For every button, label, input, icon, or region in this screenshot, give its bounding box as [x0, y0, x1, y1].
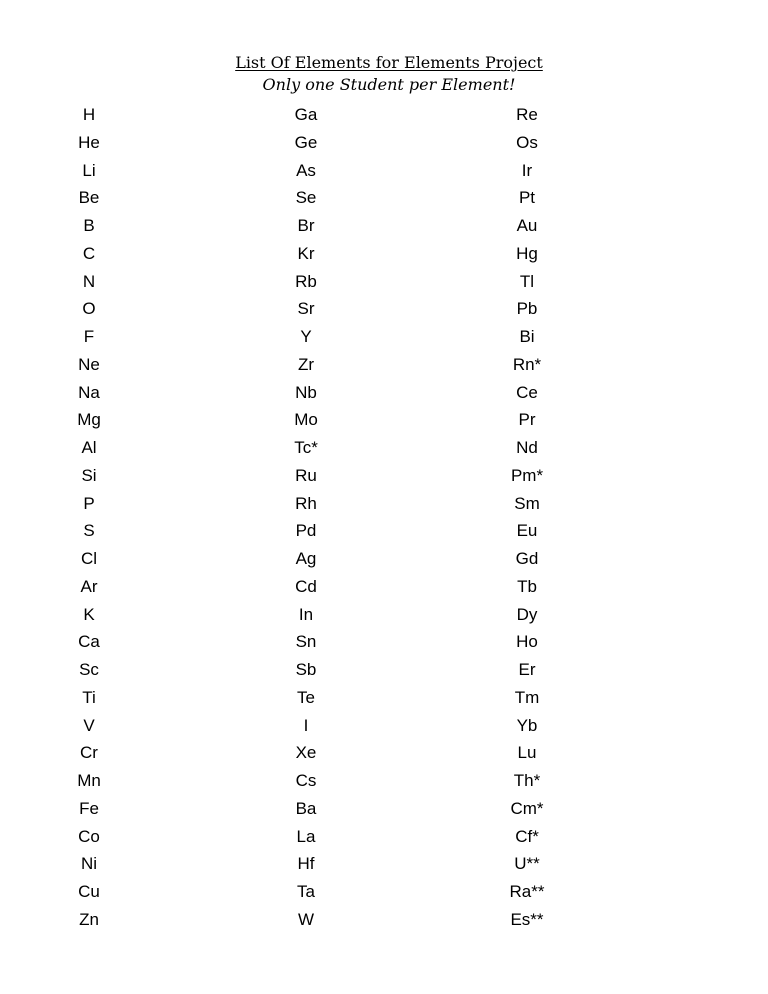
element-symbol: Cd [295, 576, 317, 596]
element-symbol: Ta [297, 882, 315, 901]
element-symbol: Li [82, 160, 96, 180]
element-symbol: Tl [519, 271, 535, 291]
element-symbol: Es** [510, 909, 544, 929]
element-symbol: Re [516, 105, 538, 124]
element-symbol: Fe [79, 798, 99, 818]
element-symbol: Nd [516, 438, 538, 457]
element-symbol: U** [514, 854, 540, 874]
element-symbol: Kr [297, 243, 315, 263]
element-symbol: Mg [77, 410, 101, 430]
element-symbol: Yb [516, 715, 538, 735]
element-symbol: Ti [82, 687, 96, 707]
element-symbol: He [78, 132, 100, 152]
element-symbol: In [298, 604, 314, 624]
element-symbol: Ba [295, 798, 317, 818]
element-symbol: B [83, 216, 95, 235]
element-symbol: Zr [297, 354, 315, 374]
element-column-2 [246, 101, 366, 934]
element-symbol: Cl [80, 549, 98, 568]
element-symbol: Bi [519, 327, 535, 346]
page-header [0, 52, 768, 96]
element-symbol: Tc* [294, 438, 318, 457]
element-symbol: F [83, 327, 95, 346]
element-symbol: Rb [295, 271, 317, 291]
element-symbol: Pb [516, 299, 538, 319]
element-symbol: Er [518, 660, 536, 679]
element-symbol: Dy [516, 604, 538, 624]
element-symbol: Rh [295, 493, 317, 513]
element-symbol: Ir [521, 160, 533, 180]
element-symbol: Tb [517, 576, 537, 596]
element-symbol: Sm [514, 493, 540, 513]
element-symbol: Au [516, 216, 538, 235]
element-symbol: S [83, 521, 95, 541]
element-symbol: Cr [80, 743, 98, 763]
element-symbol: Ga [294, 105, 318, 124]
element-symbol: Y [300, 327, 312, 346]
element-symbol: Nb [295, 382, 317, 402]
element-symbol: Os [516, 132, 538, 152]
element-symbol: Ca [78, 632, 100, 652]
element-symbol: Na [78, 382, 100, 402]
element-symbol: Mo [294, 410, 318, 430]
element-symbol: Hf [297, 854, 315, 874]
element-symbol: Sc [79, 660, 99, 679]
element-symbol: Lu [517, 743, 537, 763]
element-symbol: Ne [78, 354, 100, 374]
element-symbol: Gd [515, 549, 539, 568]
element-symbol: I [303, 715, 309, 735]
element-symbol: Eu [516, 521, 538, 541]
element-column-3 [467, 101, 587, 934]
element-symbol: V [83, 715, 95, 735]
element-symbol: La [296, 826, 316, 846]
element-symbol: K [83, 604, 95, 624]
element-symbol: Pd [295, 521, 317, 541]
element-symbol: Pt [518, 188, 536, 208]
element-symbol: Ra** [509, 882, 545, 901]
element-symbol: Br [297, 216, 315, 235]
element-symbol: Ni [80, 854, 98, 874]
element-symbol: W [297, 909, 315, 929]
element-symbol: Cm* [510, 798, 544, 818]
element-symbol: Zn [79, 909, 99, 929]
element-symbol: H [82, 105, 96, 124]
element-symbol: Pm* [510, 465, 544, 485]
element-symbol: Sb [295, 660, 317, 679]
element-symbol: Xe [295, 743, 317, 763]
element-symbol: Ag [295, 549, 317, 568]
element-symbol: Cf* [515, 826, 539, 846]
element-symbol: Te [297, 687, 315, 707]
element-symbol: N [82, 271, 96, 291]
element-symbol: Se [295, 188, 317, 208]
page-title: List Of Elements for Elements Project [235, 53, 543, 72]
element-symbol: Si [81, 465, 97, 485]
element-symbol: Sr [297, 299, 315, 319]
element-symbol: Ge [294, 132, 318, 152]
page-subtitle: Only one Student per Element! [262, 75, 516, 94]
element-symbol: Tm [514, 687, 540, 707]
element-symbol: C [82, 243, 96, 263]
element-symbol: Co [78, 826, 100, 846]
element-symbol: As [296, 160, 316, 180]
element-symbol: Be [78, 188, 100, 208]
element-symbol: Ce [516, 382, 538, 402]
element-symbol: P [83, 493, 95, 513]
element-symbol: Hg [516, 243, 538, 263]
element-symbol: Ru [295, 465, 317, 485]
element-symbol: Th* [513, 771, 541, 790]
element-column-1 [29, 101, 149, 934]
element-symbol: Ar [80, 576, 98, 596]
element-symbol: Mn [77, 771, 101, 790]
element-symbol: Cs [295, 771, 317, 790]
element-symbol: Sn [295, 632, 317, 652]
element-symbol: Al [81, 438, 97, 457]
element-symbol: Pr [518, 410, 536, 430]
element-symbol: Ho [516, 632, 538, 652]
element-symbol: Cu [78, 882, 100, 901]
element-symbol: Rn* [512, 354, 542, 374]
element-symbol: O [82, 299, 96, 319]
